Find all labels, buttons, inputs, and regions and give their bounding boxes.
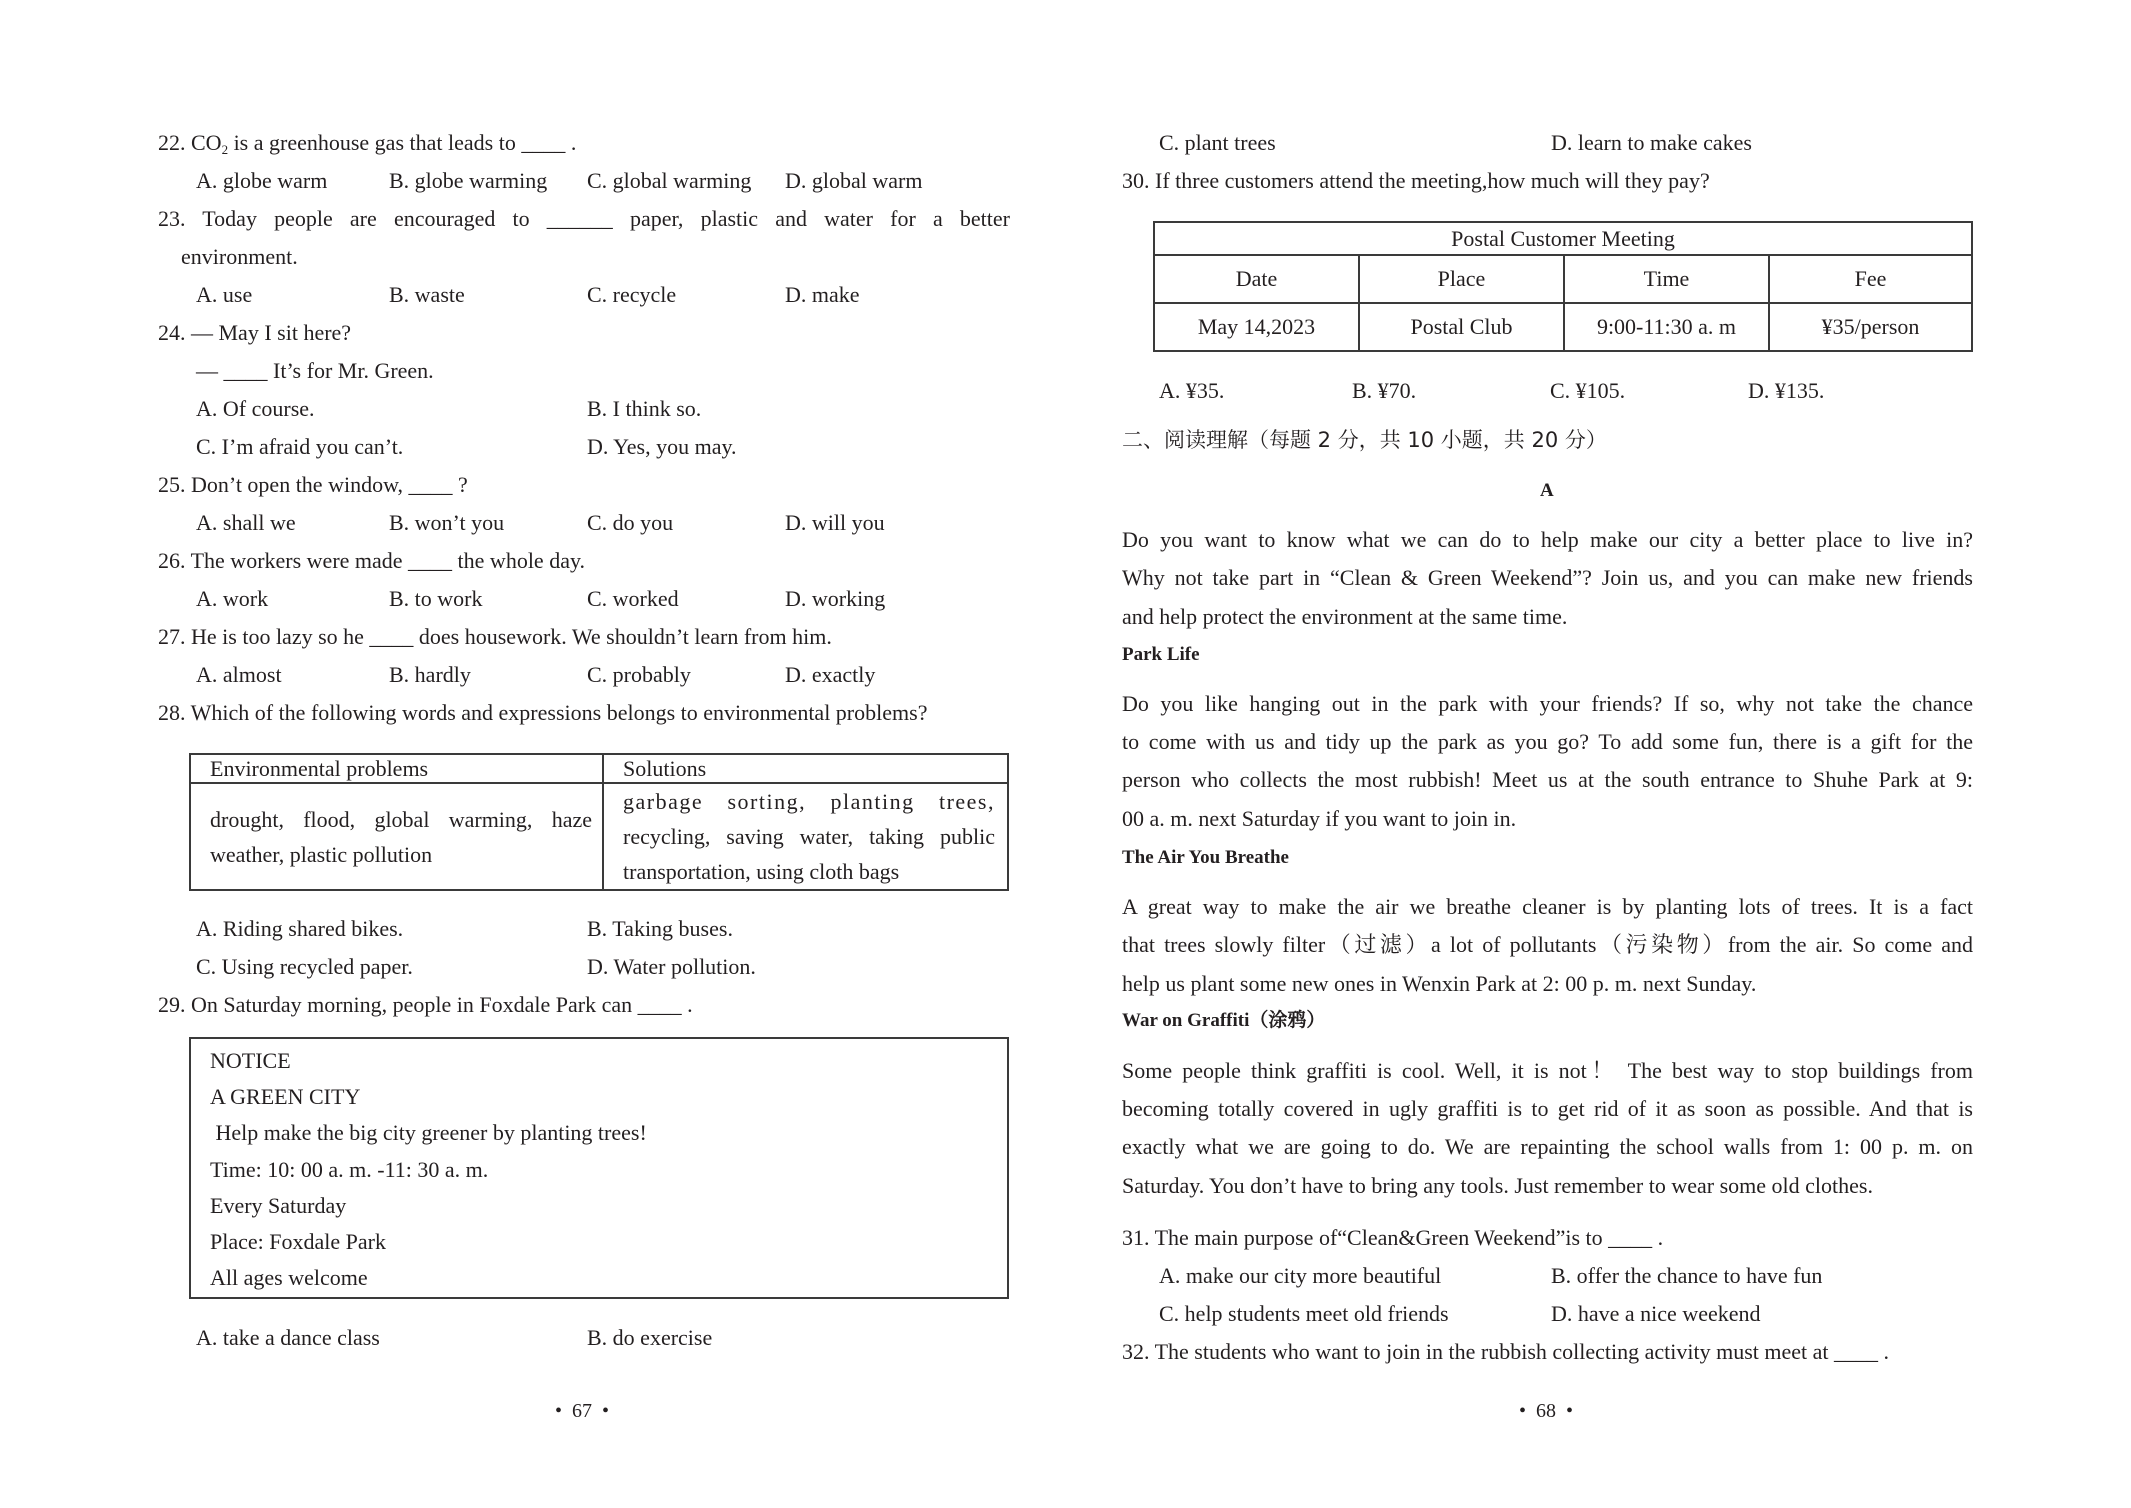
q22-option-b: B. globe warming: [389, 168, 548, 193]
q31-option-a: A. make our city more beautiful: [1159, 1263, 1442, 1288]
notice-line-day: Every Saturday: [210, 1193, 347, 1218]
table-header-problems: Environmental problems: [190, 754, 603, 783]
notice-line-time: Time: 10: 00 a. m. -11: 30 a. m.: [210, 1157, 489, 1182]
q22-option-c: C. global warming: [587, 168, 752, 193]
q25-option-b: B. won’t you: [389, 510, 505, 535]
postal-cell-place: Postal Club: [1359, 303, 1564, 351]
q22-stem-pre: 22. CO: [158, 130, 222, 155]
q32-stem: 32. The students who want to join in the rubbish collecting activity must meet at ____ .: [1122, 1339, 1890, 1364]
q27-option-d: D. exactly: [785, 662, 876, 687]
q30-option-b: B. ¥70.: [1352, 378, 1417, 403]
notice-title: NOTICE: [210, 1048, 291, 1073]
intro-line-2: Why not take part in “Clean & Green Weekend”? Join us, and you can make new friends: [1122, 565, 1973, 590]
solutions-line-2: recycling, saving water, taking public: [623, 824, 995, 849]
question-22-stem: [158, 130, 576, 163]
problems-line-1: drought, flood, global warming, haze: [210, 806, 592, 832]
bullet-dot: •: [1566, 1400, 1574, 1422]
q24-option-d: D. Yes, you may.: [587, 434, 737, 459]
postal-header-fee: Fee: [1769, 255, 1972, 303]
intro-line-1: Do you want to know what we can do to help make our city a better place to live in?: [1122, 527, 1973, 552]
park-life-line-1: Do you like hanging out in the park with your friends? If so, why not take the chance: [1122, 691, 1973, 716]
postal-table-title: Postal Customer Meeting: [1154, 222, 1972, 255]
q31-option-c: C. help students meet old friends: [1159, 1301, 1449, 1326]
q22-option-d: D. global warm: [785, 168, 923, 193]
q25-option-c: C. do you: [587, 510, 674, 535]
bullet-dot: •: [555, 1400, 563, 1422]
notice-heading: A GREEN CITY: [210, 1084, 361, 1109]
q29-option-a: A. take a dance class: [196, 1325, 380, 1350]
q28-option-b: B. Taking buses.: [587, 916, 733, 941]
bullet-dot: •: [1519, 1400, 1527, 1422]
q26-option-d: D. working: [785, 586, 886, 611]
q29-stem: 29. On Saturday morning, people in Foxdale Park can ____ .: [158, 992, 693, 1017]
graffiti-line-1: Some people think graffiti is cool. Well, it is not！ The best way to stop buildings from: [1122, 1058, 1973, 1083]
q23-option-c: C. recycle: [587, 282, 677, 307]
q23-stem-line2: environment.: [181, 244, 298, 269]
environment-table: [189, 753, 1009, 891]
postal-cell-date: May 14,2023: [1154, 303, 1359, 351]
solutions-line-3: transportation, using cloth bags: [623, 859, 900, 884]
q31-option-d: D. have a nice weekend: [1551, 1301, 1761, 1326]
air-line-1: A great way to make the air we breathe cleaner is by planting lots of trees. It is a fact: [1122, 894, 1973, 919]
park-life-line-2: to come with us and tidy up the park as you go? To add some fun, there is a gift for the: [1122, 729, 1973, 754]
q24-option-a: A. Of course.: [196, 396, 315, 421]
table-cell-solutions: [603, 783, 1008, 890]
notice-line-place: Place: Foxdale Park: [210, 1229, 386, 1254]
bullet-dot: •: [602, 1400, 610, 1422]
q22-option-a: A. globe warm: [196, 168, 328, 193]
postal-cell-fee: ¥35/person: [1769, 303, 1972, 351]
q27-stem: 27. He is too lazy so he ____ does housework. We shouldn’t learn from him.: [158, 624, 832, 649]
postal-cell-time: 9:00-11:30 a. m: [1564, 303, 1769, 351]
q24-option-b: B. I think so.: [587, 396, 702, 421]
air-line-2: that trees slowly filter（过滤）a lot of pollutants（污染物）from the air. So come and: [1122, 932, 1973, 957]
q28-option-a: A. Riding shared bikes.: [196, 916, 404, 941]
q30-option-d: D. ¥135.: [1748, 378, 1825, 403]
table-cell-problems: [190, 783, 603, 890]
q26-option-a: A. work: [196, 586, 269, 611]
q22-stem-post: is a greenhouse gas that leads to ____ .: [228, 130, 577, 155]
q23-option-b: B. waste: [389, 282, 465, 307]
q26-stem: 26. The workers were made ____ the whole day.: [158, 548, 586, 573]
table-header-solutions: Solutions: [603, 754, 1008, 783]
graffiti-title: War on Graffiti（涂鸦）: [1122, 1010, 1326, 1031]
q25-stem: 25. Don’t open the window, ____ ?: [158, 472, 468, 497]
notice-line-welcome: All ages welcome: [210, 1265, 368, 1290]
q24-stem-line2: — ____ It’s for Mr. Green.: [196, 358, 434, 383]
q30-option-a: A. ¥35.: [1159, 378, 1225, 403]
graffiti-line-3: exactly what we are going to do. We are repainting the school walls from 1: 00 p. m. on: [1122, 1134, 1973, 1159]
q30-option-c: C. ¥105.: [1550, 378, 1626, 403]
q29-option-d: D. learn to make cakes: [1551, 130, 1752, 155]
problems-line-2: weather, plastic pollution: [210, 841, 433, 867]
park-life-line-4: 00 a. m. next Saturday if you want to join in.: [1122, 806, 1517, 831]
notice-line-help: Help make the big city greener by planting trees!: [210, 1120, 647, 1145]
q23-option-d: D. make: [785, 282, 860, 307]
q26-option-b: B. to work: [389, 586, 483, 611]
intro-line-3: and help protect the environment at the same time.: [1122, 604, 1568, 629]
air-title: The Air You Breathe: [1122, 847, 1289, 868]
q29-option-c: C. plant trees: [1159, 130, 1276, 155]
q28-option-c: C. Using recycled paper.: [196, 954, 413, 979]
q25-option-a: A. shall we: [196, 510, 296, 535]
passage-label: A: [1540, 480, 1554, 501]
postal-header-date: Date: [1154, 255, 1359, 303]
solutions-line-1: garbage sorting, planting trees,: [623, 789, 995, 814]
q23-option-a: A. use: [196, 282, 253, 307]
postal-header-time: Time: [1564, 255, 1769, 303]
q24-stem-line1: 24. — May I sit here?: [158, 320, 352, 345]
q25-option-d: D. will you: [785, 510, 885, 535]
graffiti-line-4: Saturday. You don’t have to bring any tools. Just remember to wear some old clothes.: [1122, 1173, 1873, 1198]
q28-stem: 28. Which of the following words and expressions belongs to environmental problems?: [158, 700, 928, 725]
graffiti-line-2: becoming totally covered in ugly graffiti is to get rid of it as soon as possible. And that is: [1122, 1096, 1973, 1121]
q28-option-d: D. Water pollution.: [587, 954, 756, 979]
q22-subscript: 2: [221, 142, 229, 157]
q31-option-b: B. offer the chance to have fun: [1551, 1263, 1823, 1288]
postal-meeting-table: [1153, 221, 1973, 352]
postal-header-place: Place: [1359, 255, 1564, 303]
q29-option-b: B. do exercise: [587, 1325, 713, 1350]
page-number-68: [1519, 1400, 1573, 1423]
page-number-text: 68: [1536, 1400, 1557, 1422]
notice-box: [189, 1037, 1009, 1299]
park-life-title: Park Life: [1122, 644, 1200, 665]
q24-option-c: C. I’m afraid you can’t.: [196, 434, 404, 459]
page-number-67: [555, 1400, 609, 1423]
q26-option-c: C. worked: [587, 586, 679, 611]
q27-option-c: C. probably: [587, 662, 691, 687]
q27-option-b: B. hardly: [389, 662, 471, 687]
section-heading: 二、阅读理解（每题 2 分，共 10 小题，共 20 分）: [1122, 428, 1607, 452]
q30-stem: 30. If three customers attend the meeting,how much will they pay?: [1122, 168, 1710, 193]
q27-option-a: A. almost: [196, 662, 282, 687]
q23-stem-line1: 23. Today people are encouraged to ______ paper, plastic and water for a better: [158, 206, 1010, 231]
page-number-text: 67: [572, 1400, 593, 1422]
air-line-3: help us plant some new ones in Wenxin Park at 2: 00 p. m. next Sunday.: [1122, 971, 1757, 996]
q31-stem: 31. The main purpose of“Clean&Green Weekend”is to ____ .: [1122, 1225, 1664, 1250]
park-life-line-3: person who collects the most rubbish! Meet us at the south entrance to Shuhe Park at 9:: [1122, 767, 1973, 792]
